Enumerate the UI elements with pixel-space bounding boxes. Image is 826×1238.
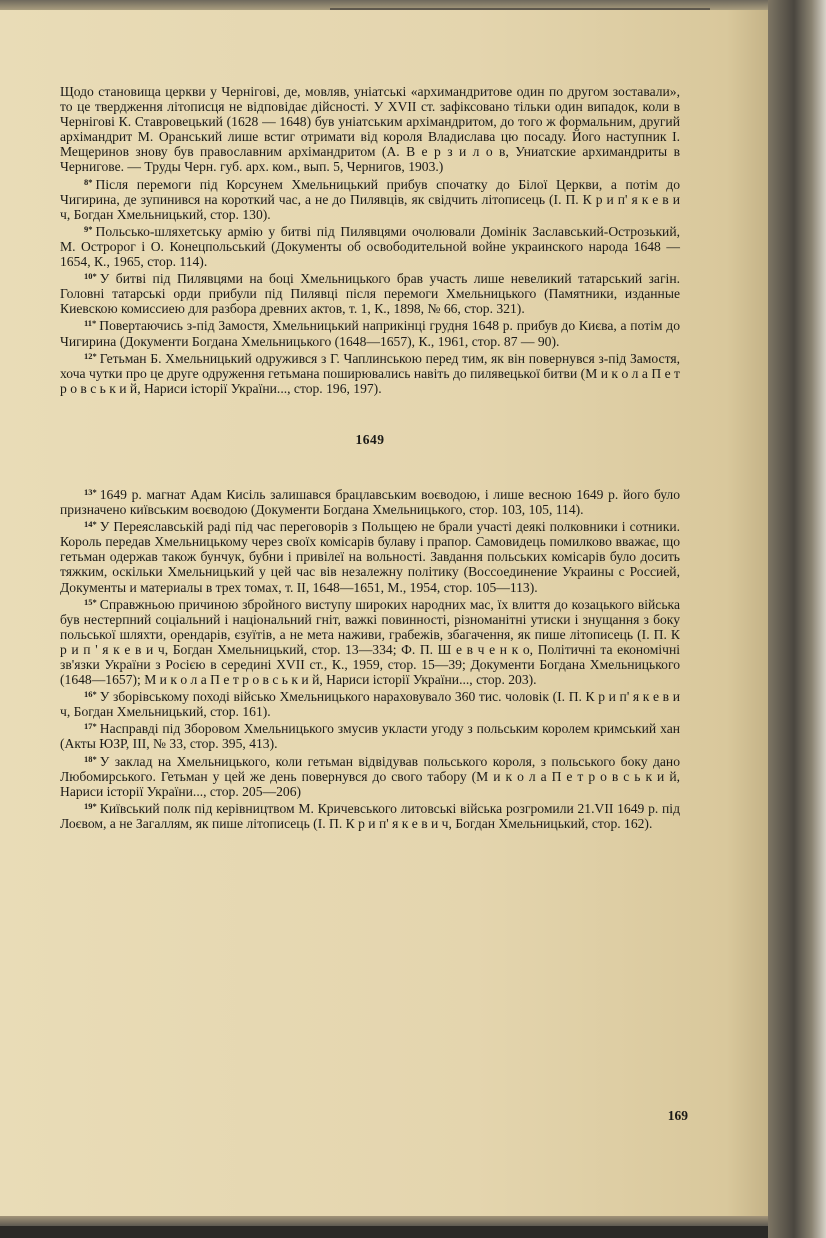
footnote-text: Насправді під Зборовом Хмельницького змусив укласти угоду з польським королем кримський хан (Акты ЮЗР, III, № 33, стор. 395, 413). <box>60 721 680 752</box>
footnote-text: 1649 р. магнат Адам Кисіль залишався брацлавським воєводою, і лише весною 1649 р. його було призначено київським воєводою (Документи Богдана Хмельницького, стор. 103, 105, 114). <box>60 486 680 518</box>
page-bottom-edge <box>0 1216 790 1226</box>
footnote <box>60 719 680 751</box>
footnote-number: 8* <box>84 176 93 187</box>
footnote-text: Справжньою причиною збройного виступу широких народних мас, їх влиття до козацького війська був нестерпний соціальний і національний гніт, важкі повинності, різноманітні утиски і знущання з боку польської шляхти, орендарів, єзуїтів, а не мета наживи, грабежів, збагачення, як пише літописець (І. П. К р и п ' я к е в и ч, Богдан Хмельницький, стор. 13—334; Ф. П. Ш е в ч е н к о, Політичні та економічні зв'язки України з Росією в середині XVII ст., К., 1959, стор. 15—39; Документи Богдана Хмельницького (1648—1657); М и к о л а П е т р о в с ь к и й, Нариси історії України..., стор. 203). <box>60 596 680 688</box>
footnote-text: У битві під Пилявцями на боці Хмельницького брав участь лише невеликий татарський загін. Головні татарські орди прибули під Пилявці після перемоги Хмельницького (Памятники, изданные Киевскою комиссиею для разбора древних актов, т. 1, К., 1898, № 66, стор. 321). <box>60 271 680 317</box>
footnote <box>60 687 680 719</box>
footnote <box>60 269 680 316</box>
footnote-text: У зборівському поході військо Хмельницького нараховувало 360 тис. чоловік (І. П. К р и п' я к е в и ч, Богдан Хмельницький, стор. 161). <box>60 689 680 720</box>
footnote <box>60 595 680 688</box>
footnote-number: 9* <box>84 223 93 234</box>
year-heading: 1649 <box>355 431 385 447</box>
notes-after-1649 <box>60 485 680 831</box>
footnote-text: Повертаючись з-під Замостя, Хмельницький наприкінці грудня 1648 р. прибув до Києва, а потім до Чигирина (Документи Богдана Хмельницького (1648—1657), К., 1961, стор. 87 — 90). <box>60 318 680 349</box>
footnote-text: Щодо становища церкви у Чернігові, де, мовляв, уніатські «архимандритове один по другом зоставали», то це твердження літописця не відповідає дійсності. У XVII ст. зафіксовано тільки один випадок, коли в Чернігові К. Ставровецький (1628 — 1648) був уніатським архімандритом, до того ж формальним, другий архімандрит М. Оранський лише встиг отримати від короля Владислава цю посаду. Його наступник І. Мещеринов знову був православним архімандритом (А. В е р з и л о в, Униатские архимандриты в Чернигове. — Труды Черн. губ. арх. ком., вып. 5, Чернигов, 1903.) <box>60 84 680 175</box>
footnote <box>60 799 680 831</box>
footnote <box>60 485 680 517</box>
footnote-text: У Переяславській раді під час переговорів з Польщею не брали участі деякі полковники і сотники. Король передав Хмельницькому через своїх комісарів булаву і прапор. Самовидець помилково вважає, що гетьман одержав також бунчук, бубни і привілеї на вольності. Завдання польських комісарів було досить тяжким, оскільки Хмельницький у цей час вів незалежну політику (Воссоединение Украины с Россией, Документы и материалы в трех томах, т. ІІ, 1648—1651, М., 1954, стор. 105—113). <box>60 519 680 595</box>
footnote-number: 16* <box>84 689 97 700</box>
footnote <box>60 222 680 269</box>
footnote-text: Гетьман Б. Хмельницький одружився з Г. Чаплинською перед тим, як він повернувся з-під Замостя, хоча чутки про це друге одруження гетьмана поширювались навіть до пилявецької битви (М и к о л а П е т р о в с ь к и й, Нариси історії України..., стор. 196, 197). <box>60 350 680 396</box>
footnote-number: 10* <box>84 271 97 282</box>
footnote <box>60 349 680 396</box>
footnote <box>60 175 680 222</box>
footnote-number: 15* <box>84 596 97 607</box>
footnote-number: 12* <box>84 350 97 361</box>
footnote-number: 18* <box>84 753 97 764</box>
footnote-number: 14* <box>84 519 97 530</box>
footnote <box>60 316 680 348</box>
footnote-text: Київський полк під керівництвом М. Кричевського литовські війська розгромили 21.VII 1649 р. під Лоєвом, а не Загаллям, як пише літописець (І. П. К р и п' я к е в и ч, Богдан Хмельницький, стор. 162). <box>60 800 680 831</box>
footnote-number: 13* <box>84 486 97 497</box>
page-number: 169 <box>667 1108 688 1123</box>
footnote-number: 17* <box>84 721 97 732</box>
footnote <box>60 517 680 594</box>
footnote <box>60 84 680 175</box>
footnote-text: У заклад на Хмельницького, коли гетьман відвідував польського короля, з польського боку дано Любомирського. Гетьман у цей же день повернувся до свого табору (М и к о л а П е т р о в с ь к и й, Нариси історії України..., стор. 205—206) <box>60 753 680 799</box>
page-top-line <box>330 8 710 10</box>
footnote-number: 19* <box>84 800 97 811</box>
book-spine <box>768 0 826 1238</box>
notes-before-1649 <box>60 84 680 396</box>
footnote-text: Після перемоги під Корсунем Хмельницький прибув спочатку до Білої Церкви, а потім до Чигирина, де зупинився на короткий час, а не до Пилявців, як свідчить літописець (І. П. К р и п' я к е в и ч, Богдан Хмельницький, стор. 130). <box>60 176 680 222</box>
footnote-number: 11* <box>84 318 97 329</box>
footnote <box>60 752 680 799</box>
page-text <box>60 84 680 831</box>
footnote-text: Польсько-шляхетську армію у битві під Пилявцями очолювали Домінік Заславський-Острозький, М. Остророг і О. Конецпольський (Документы об освободительной войне украинского народа 1648 — 1654, К., 1965, стор. 114). <box>60 223 680 270</box>
